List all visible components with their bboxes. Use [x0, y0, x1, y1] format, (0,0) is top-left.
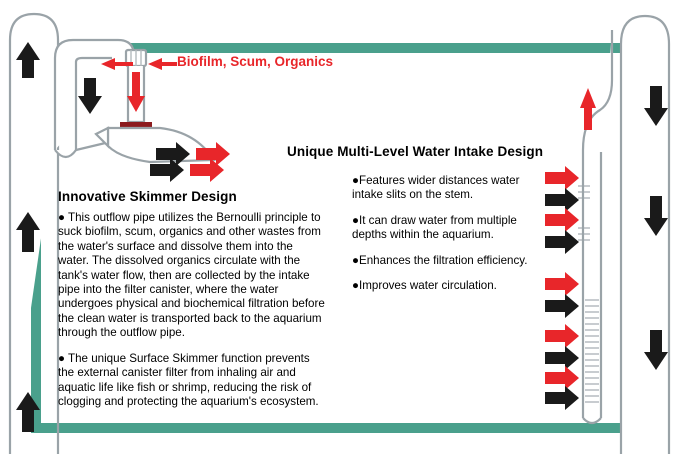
intake-flow-arrows: [545, 166, 579, 410]
right-outer-pipes: [621, 16, 669, 454]
intake-stem: [578, 30, 612, 423]
intake-bullet-list: [352, 174, 540, 293]
list-item: ●It can draw water from multiple depths within the aquarium.: [352, 213, 517, 242]
heading-skimmer-design: Innovative Skimmer Design: [58, 189, 237, 204]
paragraph-bernoulli: ● This outflow pipe utilizes the Bernoulli principle to suck biofilm, scum, organics and other wastes from the water's surface and dissolve them into the water. The dissolved organics circulate with the tank's water flow, then are collected by the intake pipe into the filter canister, where the water undergoes physical and biochemical filtration before the clean water is transported back to the aquarium through the outflow pipe.: [58, 211, 325, 340]
list-item: ●Features wider distances water intake slits on the stem.: [352, 174, 520, 202]
callout-label-biofilm: Biofilm, Scum, Organics: [177, 54, 334, 69]
list-item: ●Enhances the filtration efficiency.: [352, 253, 528, 267]
list-item: ●Improves water circulation.: [352, 279, 497, 293]
paragraph-surface-skimmer: ● The unique Surface Skimmer function prevents the external canister filter from inhaling air and aquatic life like fish or shrimp, reducing the risk of clogging and protecting the aquarium's ecosystem.: [58, 352, 319, 409]
heading-intake-design: Unique Multi-Level Water Intake Design: [287, 144, 544, 159]
